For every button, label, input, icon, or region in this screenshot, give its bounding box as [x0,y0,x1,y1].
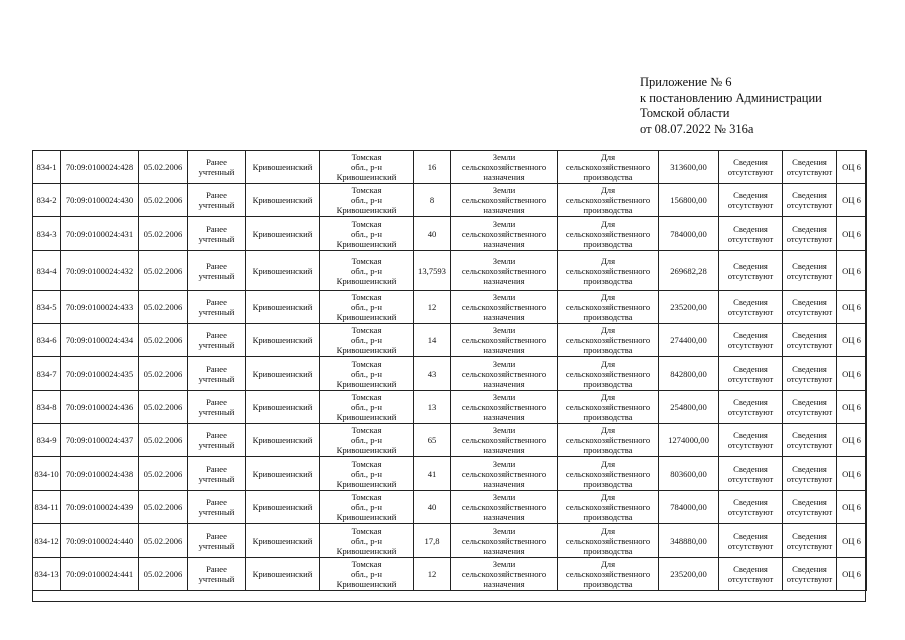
address-cell: Томская обл., р-н Кривошеинский [320,217,414,251]
valuation-code-cell: ОЦ 6 [837,457,867,491]
valuation-code-cell: ОЦ 6 [837,184,867,217]
status-cell: Ранее учтенный [188,291,246,324]
status-cell: Ранее учтенный [188,251,246,291]
info-encumbrances-cell: Сведения отсутствуют [783,184,837,217]
cadastral-value-cell: 842800,00 [659,357,719,391]
permitted-use-cell: Для сельскохозяйственного производства [558,217,659,251]
status-cell: Ранее учтенный [188,424,246,457]
info-rights-cell: Сведения отсутствуют [719,324,783,357]
row-number-cell: 834-12 [33,524,61,558]
registration-date-cell: 05.02.2006 [139,251,188,291]
registration-date-cell: 05.02.2006 [139,217,188,251]
cadastral-number-cell: 70:09:0100024:435 [61,357,139,391]
info-rights-cell: Сведения отсутствуют [719,291,783,324]
land-category-cell: Земли сельскохозяйственного назначения [451,251,558,291]
land-category-cell: Земли сельскохозяйственного назначения [451,457,558,491]
permitted-use-cell: Для сельскохозяйственного производства [558,524,659,558]
permitted-use-cell: Для сельскохозяйственного производства [558,184,659,217]
district-cell: Кривошеинский [246,217,320,251]
district-cell: Кривошеинский [246,184,320,217]
cadastral-number-cell: 70:09:0100024:440 [61,524,139,558]
area-cell: 40 [414,217,451,251]
cadastral-value-cell: 784000,00 [659,491,719,524]
valuation-code-cell: ОЦ 6 [837,251,867,291]
cadastral-number-cell: 70:09:0100024:428 [61,151,139,184]
cadastral-number-cell: 70:09:0100024:431 [61,217,139,251]
cadastral-value-cell: 235200,00 [659,291,719,324]
info-rights-cell: Сведения отсутствуют [719,151,783,184]
district-cell: Кривошеинский [246,558,320,591]
status-cell: Ранее учтенный [188,357,246,391]
address-cell: Томская обл., р-н Кривошеинский [320,424,414,457]
registration-date-cell: 05.02.2006 [139,524,188,558]
info-encumbrances-cell: Сведения отсутствуют [783,424,837,457]
area-cell: 41 [414,457,451,491]
district-cell: Кривошеинский [246,324,320,357]
info-rights-cell: Сведения отсутствуют [719,424,783,457]
valuation-code-cell: ОЦ 6 [837,491,867,524]
info-rights-cell: Сведения отсутствуют [719,524,783,558]
row-number-cell: 834-3 [33,217,61,251]
permitted-use-cell: Для сельскохозяйственного производства [558,324,659,357]
cadastral-value-cell: 274400,00 [659,324,719,357]
table-row [33,391,867,424]
registration-date-cell: 05.02.2006 [139,391,188,424]
registration-date-cell: 05.02.2006 [139,457,188,491]
info-encumbrances-cell: Сведения отсутствуют [783,491,837,524]
land-category-cell: Земли сельскохозяйственного назначения [451,217,558,251]
info-encumbrances-cell: Сведения отсутствуют [783,357,837,391]
permitted-use-cell: Для сельскохозяйственного производства [558,251,659,291]
table-row [33,324,867,357]
table-row [33,558,867,591]
address-cell: Томская обл., р-н Кривошеинский [320,391,414,424]
document-header [640,75,822,137]
table-row [33,424,867,457]
status-cell: Ранее учтенный [188,457,246,491]
cadastral-value-cell: 1274000,00 [659,424,719,457]
valuation-code-cell: ОЦ 6 [837,217,867,251]
district-cell: Кривошеинский [246,524,320,558]
row-number-cell: 834-9 [33,424,61,457]
status-cell: Ранее учтенный [188,324,246,357]
area-cell: 16 [414,151,451,184]
valuation-code-cell: ОЦ 6 [837,391,867,424]
address-cell: Томская обл., р-н Кривошеинский [320,524,414,558]
land-category-cell: Земли сельскохозяйственного назначения [451,291,558,324]
valuation-code-cell: ОЦ 6 [837,151,867,184]
district-cell: Кривошеинский [246,151,320,184]
cadastral-number-cell: 70:09:0100024:439 [61,491,139,524]
land-category-cell: Земли сельскохозяйственного назначения [451,424,558,457]
district-cell: Кривошеинский [246,251,320,291]
cadastral-value-cell: 235200,00 [659,558,719,591]
row-number-cell: 834-7 [33,357,61,391]
info-rights-cell: Сведения отсутствуют [719,558,783,591]
land-category-cell: Земли сельскохозяйственного назначения [451,151,558,184]
cadastral-number-cell: 70:09:0100024:438 [61,457,139,491]
land-category-cell: Земли сельскохозяйственного назначения [451,184,558,217]
row-number-cell: 834-11 [33,491,61,524]
row-number-cell: 834-8 [33,391,61,424]
registration-date-cell: 05.02.2006 [139,184,188,217]
resolution-line: к постановлению Администрации [640,90,822,105]
cadastral-number-cell: 70:09:0100024:434 [61,324,139,357]
address-cell: Томская обл., р-н Кривошеинский [320,558,414,591]
date-number-line: от 08.07.2022 № 316а [640,121,754,136]
address-cell: Томская обл., р-н Кривошеинский [320,491,414,524]
address-cell: Томская обл., р-н Кривошеинский [320,357,414,391]
permitted-use-cell: Для сельскохозяйственного производства [558,457,659,491]
valuation-code-cell: ОЦ 6 [837,324,867,357]
status-cell: Ранее учтенный [188,151,246,184]
appendix-title: Приложение № 6 [640,75,732,89]
cadastral-number-cell: 70:09:0100024:437 [61,424,139,457]
district-cell: Кривошеинский [246,424,320,457]
table-row [33,357,867,391]
land-category-cell: Земли сельскохозяйственного назначения [451,391,558,424]
land-category-cell: Земли сельскохозяйственного назначения [451,324,558,357]
info-encumbrances-cell: Сведения отсутствуют [783,391,837,424]
cadastral-number-cell: 70:09:0100024:433 [61,291,139,324]
info-encumbrances-cell: Сведения отсутствуют [783,151,837,184]
area-cell: 12 [414,558,451,591]
registration-date-cell: 05.02.2006 [139,357,188,391]
cadastral-value-cell: 156800,00 [659,184,719,217]
permitted-use-cell: Для сельскохозяйственного производства [558,357,659,391]
cadastral-number-cell: 70:09:0100024:430 [61,184,139,217]
row-number-cell: 834-4 [33,251,61,291]
table-row [33,251,867,291]
cadastral-value-cell: 269682,28 [659,251,719,291]
valuation-code-cell: ОЦ 6 [837,558,867,591]
info-rights-cell: Сведения отсутствуют [719,217,783,251]
district-cell: Кривошеинский [246,491,320,524]
cadastral-value-cell: 254800,00 [659,391,719,424]
registration-date-cell: 05.02.2006 [139,151,188,184]
address-cell: Томская обл., р-н Кривошеинский [320,251,414,291]
permitted-use-cell: Для сельскохозяйственного производства [558,391,659,424]
row-number-cell: 834-5 [33,291,61,324]
info-encumbrances-cell: Сведения отсутствуют [783,324,837,357]
registration-date-cell: 05.02.2006 [139,424,188,457]
address-cell: Томская обл., р-н Кривошеинский [320,324,414,357]
land-category-cell: Земли сельскохозяйственного назначения [451,524,558,558]
district-cell: Кривошеинский [246,291,320,324]
area-cell: 17,8 [414,524,451,558]
info-encumbrances-cell: Сведения отсутствуют [783,291,837,324]
status-cell: Ранее учтенный [188,184,246,217]
info-rights-cell: Сведения отсутствуют [719,491,783,524]
permitted-use-cell: Для сельскохозяйственного производства [558,558,659,591]
address-cell: Томская обл., р-н Кривошеинский [320,151,414,184]
row-number-cell: 834-1 [33,151,61,184]
status-cell: Ранее учтенный [188,524,246,558]
info-encumbrances-cell: Сведения отсутствуют [783,524,837,558]
address-cell: Томская обл., р-н Кривошеинский [320,184,414,217]
status-cell: Ранее учтенный [188,558,246,591]
permitted-use-cell: Для сельскохозяйственного производства [558,151,659,184]
registration-date-cell: 05.02.2006 [139,558,188,591]
district-cell: Кривошеинский [246,357,320,391]
valuation-code-cell: ОЦ 6 [837,291,867,324]
info-rights-cell: Сведения отсутствуют [719,391,783,424]
land-category-cell: Земли сельскохозяйственного назначения [451,558,558,591]
cadastral-number-cell: 70:09:0100024:432 [61,251,139,291]
district-cell: Кривошеинский [246,457,320,491]
land-plots-table [32,150,867,591]
table-row [33,151,867,184]
cadastral-value-cell: 348880,00 [659,524,719,558]
registration-date-cell: 05.02.2006 [139,324,188,357]
cadastral-value-cell: 784000,00 [659,217,719,251]
area-cell: 14 [414,324,451,357]
region-line: Томской области [640,106,730,120]
registration-date-cell: 05.02.2006 [139,291,188,324]
valuation-code-cell: ОЦ 6 [837,524,867,558]
info-rights-cell: Сведения отсутствуют [719,251,783,291]
land-category-cell: Земли сельскохозяйственного назначения [451,357,558,391]
cadastral-value-cell: 313600,00 [659,151,719,184]
area-cell: 40 [414,491,451,524]
status-cell: Ранее учтенный [188,217,246,251]
area-cell: 65 [414,424,451,457]
info-encumbrances-cell: Сведения отсутствуют [783,217,837,251]
registration-date-cell: 05.02.2006 [139,491,188,524]
district-cell: Кривошеинский [246,391,320,424]
info-rights-cell: Сведения отсутствуют [719,457,783,491]
permitted-use-cell: Для сельскохозяйственного производства [558,424,659,457]
info-encumbrances-cell: Сведения отсутствуют [783,558,837,591]
table-row [33,291,867,324]
info-encumbrances-cell: Сведения отсутствуют [783,251,837,291]
table-row [33,217,867,251]
cadastral-number-cell: 70:09:0100024:441 [61,558,139,591]
table-row [33,491,867,524]
row-number-cell: 834-13 [33,558,61,591]
area-cell: 8 [414,184,451,217]
cadastral-number-cell: 70:09:0100024:436 [61,391,139,424]
status-cell: Ранее учтенный [188,391,246,424]
table-row [33,457,867,491]
row-number-cell: 834-2 [33,184,61,217]
land-category-cell: Земли сельскохозяйственного назначения [451,491,558,524]
address-cell: Томская обл., р-н Кривошеинский [320,457,414,491]
row-number-cell: 834-6 [33,324,61,357]
area-cell: 13,7593 [414,251,451,291]
permitted-use-cell: Для сельскохозяйственного производства [558,491,659,524]
valuation-code-cell: ОЦ 6 [837,424,867,457]
address-cell: Томская обл., р-н Кривошеинский [320,291,414,324]
info-rights-cell: Сведения отсутствуют [719,184,783,217]
area-cell: 13 [414,391,451,424]
table-row [33,184,867,217]
area-cell: 43 [414,357,451,391]
table-row [33,524,867,558]
info-rights-cell: Сведения отсутствуют [719,357,783,391]
status-cell: Ранее учтенный [188,491,246,524]
valuation-code-cell: ОЦ 6 [837,357,867,391]
area-cell: 12 [414,291,451,324]
permitted-use-cell: Для сельскохозяйственного производства [558,291,659,324]
row-number-cell: 834-10 [33,457,61,491]
info-encumbrances-cell: Сведения отсутствуют [783,457,837,491]
cadastral-value-cell: 803600,00 [659,457,719,491]
